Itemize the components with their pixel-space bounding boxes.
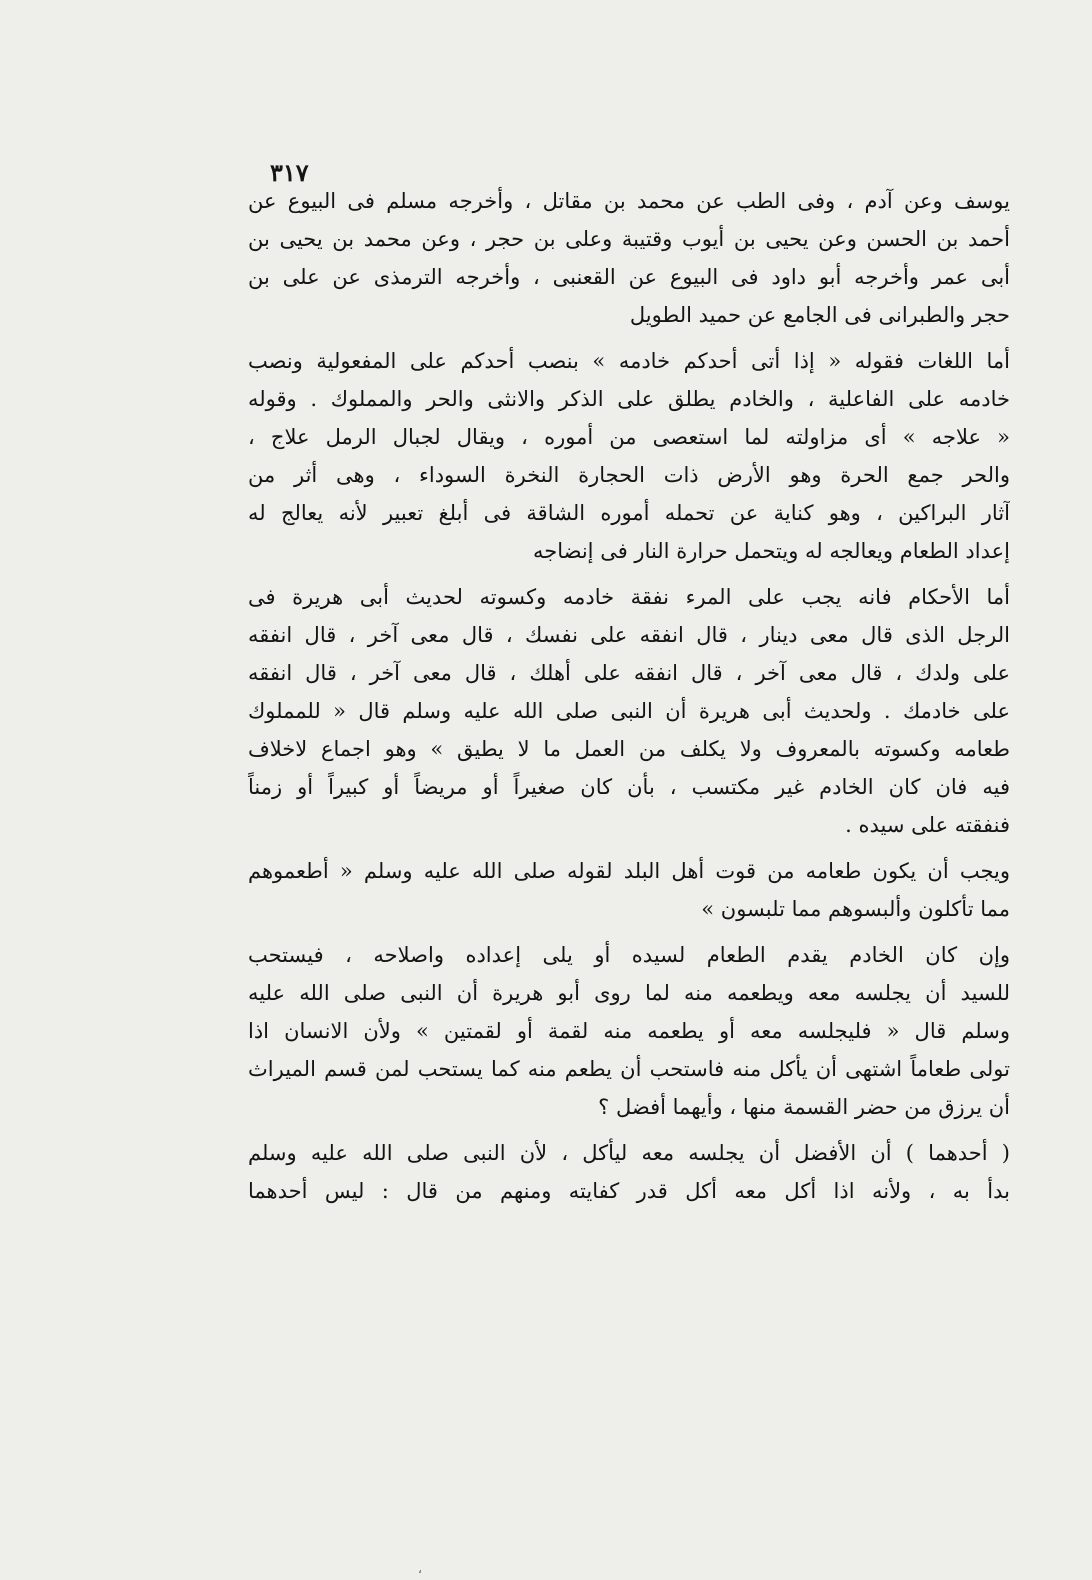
text-line: أن يرزق من حضر القسمة منها ، وأيهما أفضل ؟ — [598, 1095, 1010, 1119]
paragraph — [248, 578, 1010, 844]
paragraph — [248, 852, 1010, 928]
text-line: حجر والطبرانى فى الجامع عن حميد الطويل — [629, 303, 1010, 327]
text-line: ويجب أن يكون طعامه من قوت أهل البلد لقوله صلى الله عليه وسلم « أطعموهم — [248, 859, 1010, 883]
text-line: أما الأحكام فانه يجب على المرء نفقة خادمه وكسوته لحديث أبى هريرة فى — [248, 585, 1010, 609]
text-line: مما تأكلون وألبسوهم مما تلبسون » — [701, 897, 1010, 921]
paragraph — [248, 182, 1010, 334]
text-line: على خادمك . ولحديث أبى هريرة أن النبى صلى الله عليه وسلم قال « للمملوك — [248, 699, 1010, 723]
text-line: تولى طعاماً اشتهى أن يأكل منه فاستحب أن يطعم منه كما يستحب لمن قسم الميراث — [248, 1057, 1010, 1081]
text-line: آثار البراكين ، وهو كناية عن تحمله أموره الشاقة فى أبلغ تعبير لأنه يعالج له — [248, 501, 1010, 525]
text-line: وإن كان الخادم يقدم الطعام لسيده أو يلى إعداده واصلاحه ، فيستحب — [248, 943, 1010, 967]
paragraph — [248, 936, 1010, 1126]
text-line: أبى عمر وأخرجه أبو داود فى البيوع عن القعنبى ، وأخرجه الترمذى عن على بن — [248, 265, 1010, 289]
paragraph-gap — [248, 1126, 1010, 1134]
paragraph-gap — [248, 928, 1010, 936]
paragraph-gap — [248, 844, 1010, 852]
text-line: أحمد بن الحسن وعن يحيى بن أيوب وقتيبة وعلى بن حجر ، وعن محمد بن يحيى بن — [248, 227, 1010, 251]
body-text — [248, 182, 1010, 1210]
text-line: يوسف وعن آدم ، وفى الطب عن محمد بن مقاتل ، وأخرجه مسلم فى البيوع عن — [248, 189, 1010, 213]
footer-mark: ، — [418, 1562, 422, 1576]
paragraph-gap — [248, 570, 1010, 578]
text-line: للسيد أن يجلسه معه ويطعمه منه لما روى أبو هريرة أن النبى صلى الله عليه — [248, 981, 1010, 1005]
text-line: فيه فان كان الخادم غير مكتسب ، بأن كان صغيراً أو مريضاً أو كبيراً أو زمناً — [248, 775, 1010, 799]
text-line: والحر جمع الحرة وهو الأرض ذات الحجارة النخرة السوداء ، وهى أثر من — [248, 463, 1010, 487]
text-line: فنفقته على سيده . — [845, 813, 1010, 837]
text-line: طعامه وكسوته بالمعروف ولا يكلف من العمل ما لا يطيق » وهو اجماع لاخلاف — [248, 737, 1010, 761]
text-line: « علاجه » أى مزاولته لما استعصى من أموره ، ويقال لجبال الرمل علاج ، — [248, 425, 1010, 449]
page-number: ٣١٧ — [270, 158, 309, 187]
text-line: أما اللغات فقوله « إذا أتى أحدكم خادمه » بنصب أحدكم على المفعولية ونصب — [248, 349, 1010, 373]
text-line: على ولدك ، قال معى آخر ، قال انفقه على أهلك ، قال معى آخر ، قال انفقه — [248, 661, 1010, 685]
text-line: وسلم قال « فليجلسه معه أو يطعمه منه لقمة أو لقمتين » ولأن الانسان اذا — [248, 1019, 1010, 1043]
text-line: إعداد الطعام ويعالجه له ويتحمل حرارة النار فى إنضاجه — [532, 539, 1010, 563]
paragraph-gap — [248, 334, 1010, 342]
text-line: خادمه على الفاعلية ، والخادم يطلق على الذكر والانثى والحر والمملوك . وقوله — [248, 387, 1010, 411]
text-line: بدأ به ، ولأنه اذا أكل معه أكل قدر كفايته ومنهم من قال : ليس أحدهما — [248, 1179, 1010, 1203]
paragraph — [248, 1134, 1010, 1210]
text-line: ( أحدهما ) أن الأفضل أن يجلسه معه ليأكل ، لأن النبى صلى الله عليه وسلم — [248, 1141, 1010, 1165]
paragraph — [248, 342, 1010, 570]
text-line: الرجل الذى قال معى دينار ، قال انفقه على نفسك ، قال معى آخر ، قال انفقه — [248, 623, 1010, 647]
